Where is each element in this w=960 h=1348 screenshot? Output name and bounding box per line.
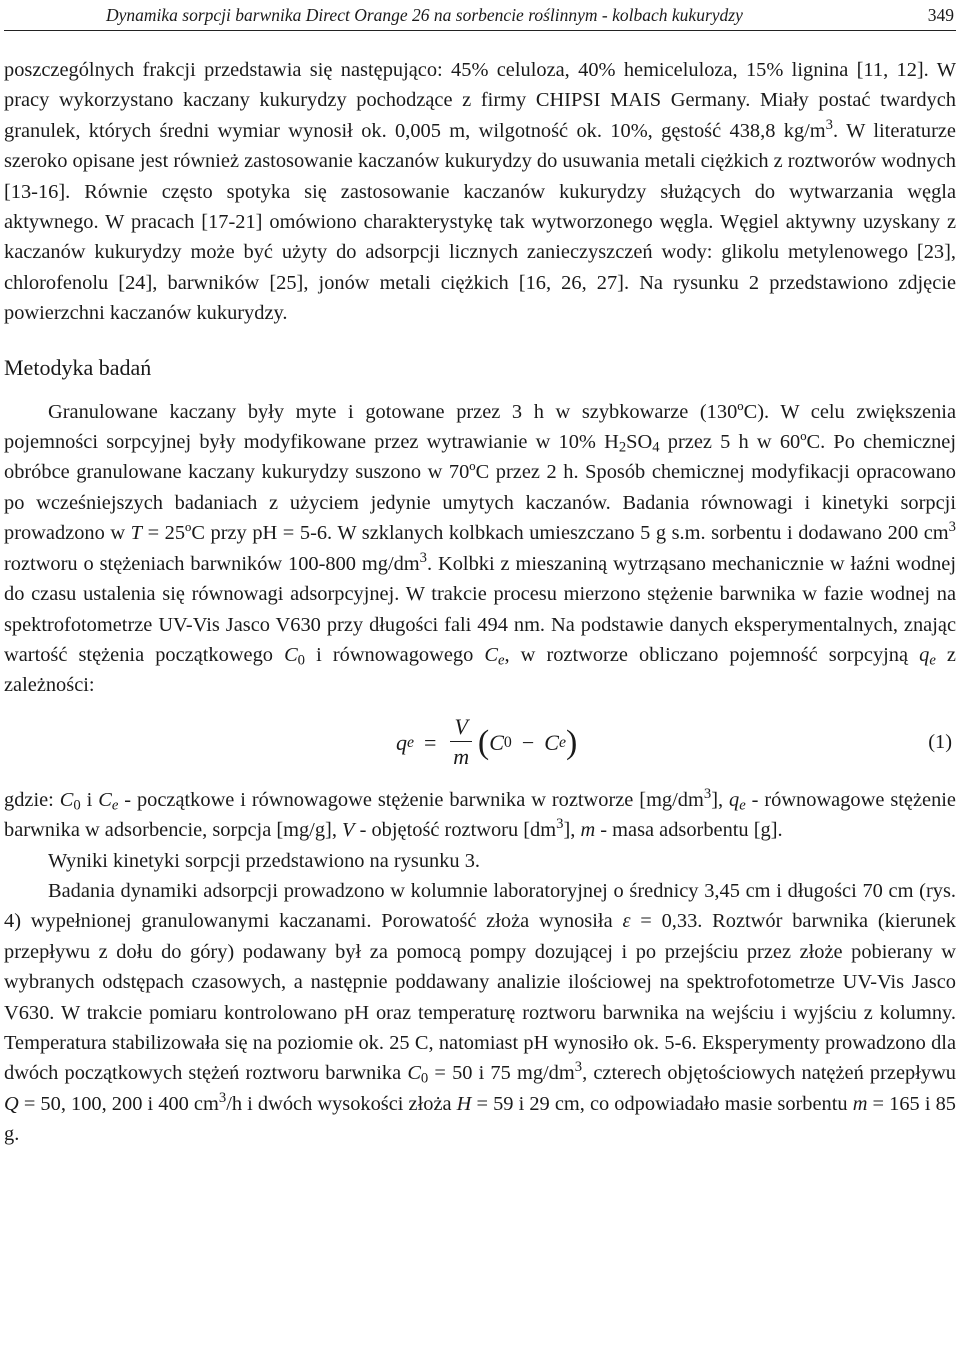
equation-formula: q e = $\frac{V}{m}$ ( C 0 − C e ): [396, 705, 577, 781]
paragraph-dynamics: Badania dynamiki adsorpcji prowadzono w kolumnie laboratoryjnej o średnicy 3,45 cm i długości 70 cm (rys. 4) wypełnionej granulowanymi kaczanami. Porowatość złoża wynosiła ε = 0,33. Roztwór barwnika (kierunek przepływu z dołu do góry) podawany był za pomocą pompy dozującej i po przejściu przez złoże pobierany w wybranych odstępach czasowych, a następnie poddawany analizie ilościowej na spektrofotometrze UV-Vis Jasco V630. W trakcie pomiaru kontrolowano pH oraz temperaturę roztworu barwnika na wejściu i wyjściu z kolumny. Temperatura stabilizowała się na poziomie ok. 25 C, natomiast pH wynosiło ok. 5-6. Eksperymenty prowadzono dla dwóch początkowych stężeń roztworu barwnika $C_0 = 50$ i 75 $mg/dm^3$, czterech objętościowych natężeń przepływu Q = 50, 100, 200 i 400 $cm^3/h$ i dwóch wysokości złoża H = 59 i 29 cm, co odpowiadało masie sorbentu m = 165 i 85 g.: [4, 879, 956, 1146]
paragraph-definitions: gdzie: $C_0$ i $C_e$ - początkowe i równowagowe stężenie barwnika w roztworze $[mg/dm^3]$, $q_e$ - równowagowe stężenie barwnika w adsorbencie, sorpcja [mg/g], V - objętość roztworu $[dm^3]$, m - masa adsorbentu [g].: [4, 785, 956, 842]
equation-fraction: $\frac{V}{m}$: [450, 713, 471, 772]
paragraph-kinetics: Wyniki kinetyki sorpcji przedstawiono na rysunku 3.: [48, 849, 480, 872]
paragraph-methods: Granulowane kaczany były myte i gotowane przez 3 h w szybkowarze (130ºC). W celu zwiększenia pojemności sorpcyjnej były modyfikowane przez wytrawianie w 10% $H_2SO_4$ przez 5 h w 60ºC. Po chemicznej obróbce granulowane kaczany kukurydzy suszono w 70ºC przez 2 h. Sposób chemicznej modyfikacji opracowano po wcześniejszych badaniach z użyciem jedynie umytych kaczanów. Badania równowagi i kinetyki sorpcji prowadzono w T = 25ºC przy pH = 5-6. W szklanych kolbkach umieszczano 5 g s.m. sorbentu i dodawano 200 $cm^3$ roztworu o stężeniach barwników 100-800 $mg/dm^3$. Kolbki z mieszaniną wytrząsano mechanicznie w łaźni wodnej do czasu ustalenia się równowagi adsorpcyjnej. W trakcie procesu mierzono stężenie barwnika w fazie wodnej na spektrofotometrze UV-Vis Jasco V630 przy długości fali 494 nm. Na podstawie danych eksperymentalnych, znając wartość stężenia początkowego $C_0$ i równowagowego $C_e$, w roztworze obliczano pojemność sorpcyjną $q_e$ z zależności:: [4, 400, 956, 697]
running-header: [4, 0, 956, 31]
paragraph-intro: poszczególnych frakcji przedstawia się następująco: 45% celuloza, 40% hemiceluloza, 15% lignina [11, 12]. W pracy wykorzystano kaczany kukurydzy pochodzące z firmy CHIPSI MAIS Germany. Miały postać twardych granulek, których średni wymiar wynosił ok. 0,005 m, wilgotność ok. 10%, gęstość 438,8 $kg/m^3$. W literaturze szeroko opisane jest również zastosowanie kaczanów kukurydzy do usuwania metali ciężkich z roztworów wodnych [13-16]. Równie często spotyka się zastosowanie kaczanów kukurydzy służących do wytwarzania węgla aktywnego. W pracach [17-21] omówiono charakterystykę tak wytworzonego węgla. Węgiel aktywny uzyskany z kaczanów kukurydzy może być użyty do adsorpcji licznych zanieczyszczeń wody: glikolu metylenowego [23], chlorofenolu [24], barwników [25], jonów metali ciężkich [16, 26, 27]. Na rysunku 2 przedstawiono zdjęcie powierzchni kaczanów kukurydzy.: [4, 59, 956, 325]
section-title: Metodyka badań: [4, 354, 152, 380]
equation-1: [4, 705, 956, 781]
equation-number: (1): [928, 730, 952, 753]
running-title: Dynamika sorpcji barwnika Direct Orange 26 na sorbencie roślinnym - kolbach kukurydzy: [106, 5, 743, 25]
page-number: 349: [927, 5, 954, 25]
